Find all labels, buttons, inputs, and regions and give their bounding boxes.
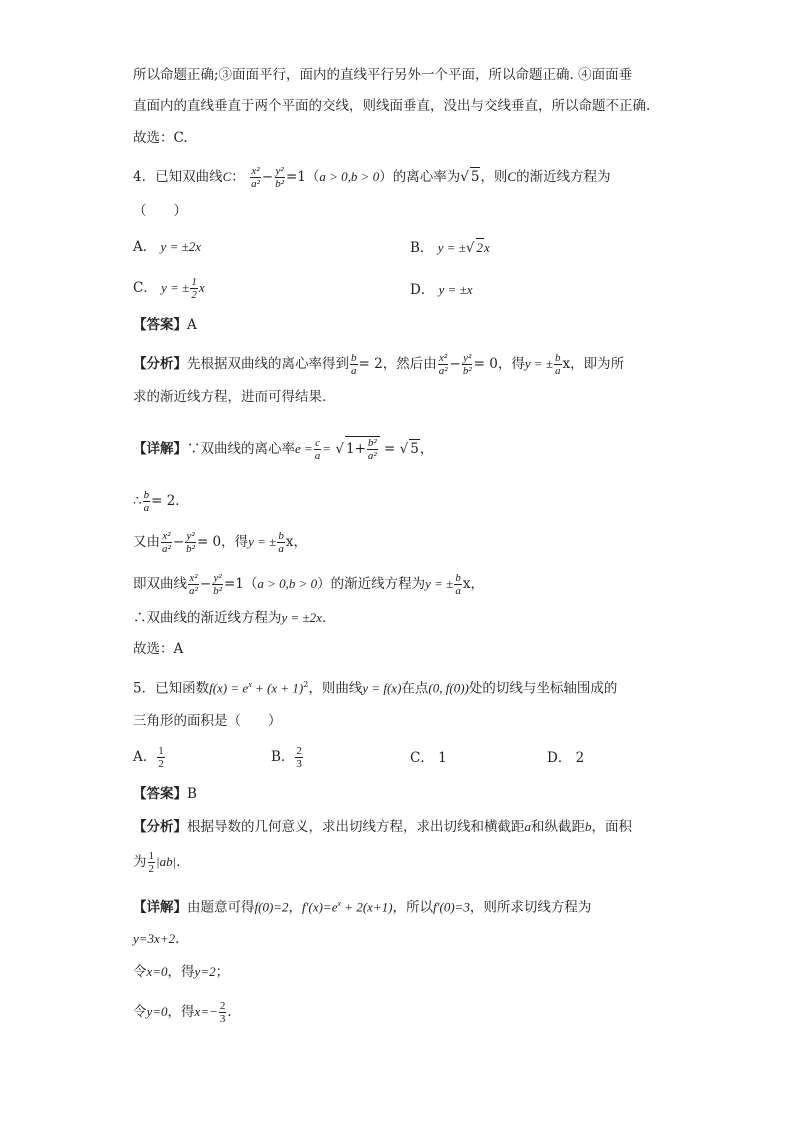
question-4-stem: 4．已知双曲线C： $\frac{\text{x²}}{\text{a²}}$ − $\frac{\text{y²}}{\text{b²}}$ =1（a > 0,b > 0）的离心率为√ 5，则C的渐近线方程为	[133, 165, 611, 190]
answer-paren: （ ）	[133, 203, 187, 219]
option-c: C． 1	[410, 750, 447, 766]
text-line: 故选：C.	[133, 130, 188, 146]
option-d: D． y = ±x	[410, 282, 473, 298]
option-c: C． y = ± $\frac{1}{2}$ x	[133, 276, 205, 301]
option-a: A． y = ±2x	[133, 239, 201, 255]
detail-line: ∴双曲线的渐近线方程为y = ±2x．	[133, 610, 336, 626]
analysis-line: 为 $\frac{1}{2}$ |ab|．	[133, 850, 190, 875]
option-b: B． $\frac{2}{3}$	[271, 745, 302, 770]
option-a: A． $\frac{1}{2}$	[133, 745, 164, 770]
detail-line: ∴ $\frac{b}{a}$ = 2．	[133, 489, 189, 514]
detail-line: 令y=0，得x=− $\frac{2}{3}$ ．	[133, 1000, 241, 1025]
question-5-stem: 5．已知函数$f(x) = e^x + (x + 1)^2$，则曲线y = f(x)在点(0, f(0))处的切线与坐标轴围成的	[133, 680, 618, 697]
answer-line: 【答案】A	[133, 317, 197, 333]
text-line: 所以命题正确;③面面平行，面内的直线平行另外一个平面，所以命题正确. ④面面垂	[133, 67, 633, 83]
option-d: D． 2	[547, 750, 585, 766]
question-5-stem: 三角形的面积是（ ）	[133, 713, 282, 729]
option-b: B． y = ±√ 2x	[410, 240, 490, 256]
detail-line: 又由 $\frac{\text{x²}}{\text{a²}}$ − $\frac{\text{y²}}{\text{b²}}$ = 0，得y = ± $\frac{b}{a}$ x，	[133, 530, 307, 555]
detail-line: 【详解】由题意可得f(0)=2，$f'(x)=e^x + 2(x+1)$，所以f′(0)=3，则所求切线方程为	[133, 899, 592, 916]
detail-line: 故选：A	[133, 641, 184, 657]
text-line: 直面内的直线垂直于两个平面的交线，则线面垂直，没出与交线垂直，所以命题不正确.	[133, 98, 651, 114]
analysis-line: 【分析】先根据双曲线的离心率得到 $\frac{b}{a}$ = 2，然后由 $\frac{\text{x²}}{\text{a²}}$ − $\frac{\text{y²}}{\text{b²}}$ = 0，得y = ± $\frac{b}{a}$ x，即为所	[133, 352, 625, 377]
analysis-line: 【分析】根据导数的几何意义，求出切线方程，求出切线和横截距a和纵截距b，面积	[133, 819, 632, 835]
answer-line: 【答案】B	[133, 786, 197, 802]
detail-line: 即双曲线 $\frac{\text{x²}}{\text{a²}}$ − $\frac{\text{y²}}{\text{b²}}$ =1（a > 0,b > 0）的渐近线方程为y = ± $\frac{b}{a}$ x，	[133, 572, 484, 597]
detail-line: 【详解】∵双曲线的离心率e = $\frac{c}{a}$ = √ 1+ $\frac{\text{b²}}{\text{a²}}$ = √ 5，	[133, 437, 434, 462]
detail-line: y=3x+2．	[133, 931, 189, 947]
detail-line: 令x=0，得y=2；	[133, 964, 230, 980]
analysis-line: 求的渐近线方程，进而可得结果．	[133, 389, 336, 405]
